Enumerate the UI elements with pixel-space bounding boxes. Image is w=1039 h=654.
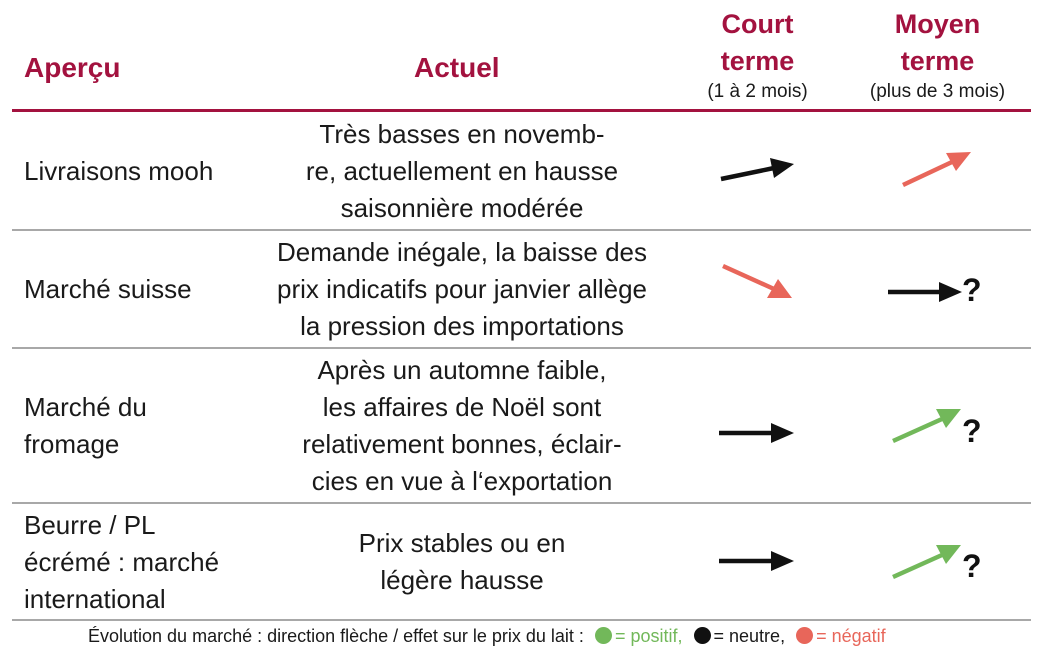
header-court-sub: (1 à 2 mois) [707,81,808,102]
row-label-line: fromage [24,429,120,459]
row-divider [12,347,1031,349]
row-current [262,525,662,599]
row-current [262,116,662,227]
row-current-line: prix indicatifs pour janvier allège [277,274,647,304]
header-court-line2: terme [720,46,795,76]
row-current-line: Très basses en novemb- [319,119,605,149]
header-moyen-line1: Moyen [894,9,981,39]
row-label-line: écrémé : marché [24,547,220,577]
row-current-line: la pression des importations [300,311,624,341]
row-current-line: les affaires de Noël sont [322,392,602,422]
row-label [24,507,219,618]
row-label [24,153,213,190]
header-actuel: Actuel [414,52,500,83]
uncertainty-mark: ? [962,272,982,308]
neutral-dot-icon [694,627,711,644]
row-current [262,234,662,345]
negative-dot-icon [796,627,813,644]
row-current-line: Prix stables ou en [358,528,566,558]
row-label-line: Livraisons mooh [24,156,214,186]
row-label-line: Beurre / PL [24,510,156,540]
row-divider [12,619,1031,621]
header-court-line1: Court [721,9,794,39]
arrow-up-negative-icon [898,148,976,190]
row-label-line: Marché du [24,392,147,422]
row-current-line: Après un automne faible, [317,355,607,385]
arrow-flat-neutral-icon [885,280,965,304]
row-label-line: international [24,584,166,614]
row-current-line: légère hausse [380,565,544,595]
row-current-line: saisonnière modérée [340,193,584,223]
row-label [24,389,147,463]
header-moyen-sub: (plus de 3 mois) [869,81,1006,102]
arrow-neutral-icon [718,152,798,186]
row-label-line: Marché suisse [24,274,192,304]
legend-neutral: = neutre, [713,626,786,646]
legend-negative: = négatif [816,626,886,646]
header-rule [12,109,1031,112]
arrow-flat-neutral-icon [716,421,796,445]
arrow-up-positive-icon [888,540,966,582]
header-apercu: Aperçu [24,52,121,83]
header-moyen-terme [850,6,1025,104]
row-current-line: relativement bonnes, éclair- [302,429,622,459]
header-court-terme [690,6,825,104]
uncertainty-mark: ? [962,548,982,584]
row-current-line: cies en vue à l‘exportation [311,466,613,496]
uncertainty-mark: ? [962,413,982,449]
legend [88,624,886,648]
row-divider [12,502,1031,504]
legend-positive: = positif, [614,626,683,646]
row-current-line: Demande inégale, la baisse des [276,237,648,267]
row-label [24,271,192,308]
arrow-flat-neutral-icon [716,549,796,573]
positive-dot-icon [595,627,612,644]
row-divider [12,229,1031,231]
row-current [262,352,662,500]
header-moyen-line2: terme [900,46,975,76]
row-current-line: re, actuellement en hausse [305,156,619,186]
arrow-up-positive-icon [888,404,966,446]
arrow-down-negative-icon [718,260,796,302]
legend-text: Évolution du marché : direction flèche / effet sur le prix du lait : [88,626,584,646]
